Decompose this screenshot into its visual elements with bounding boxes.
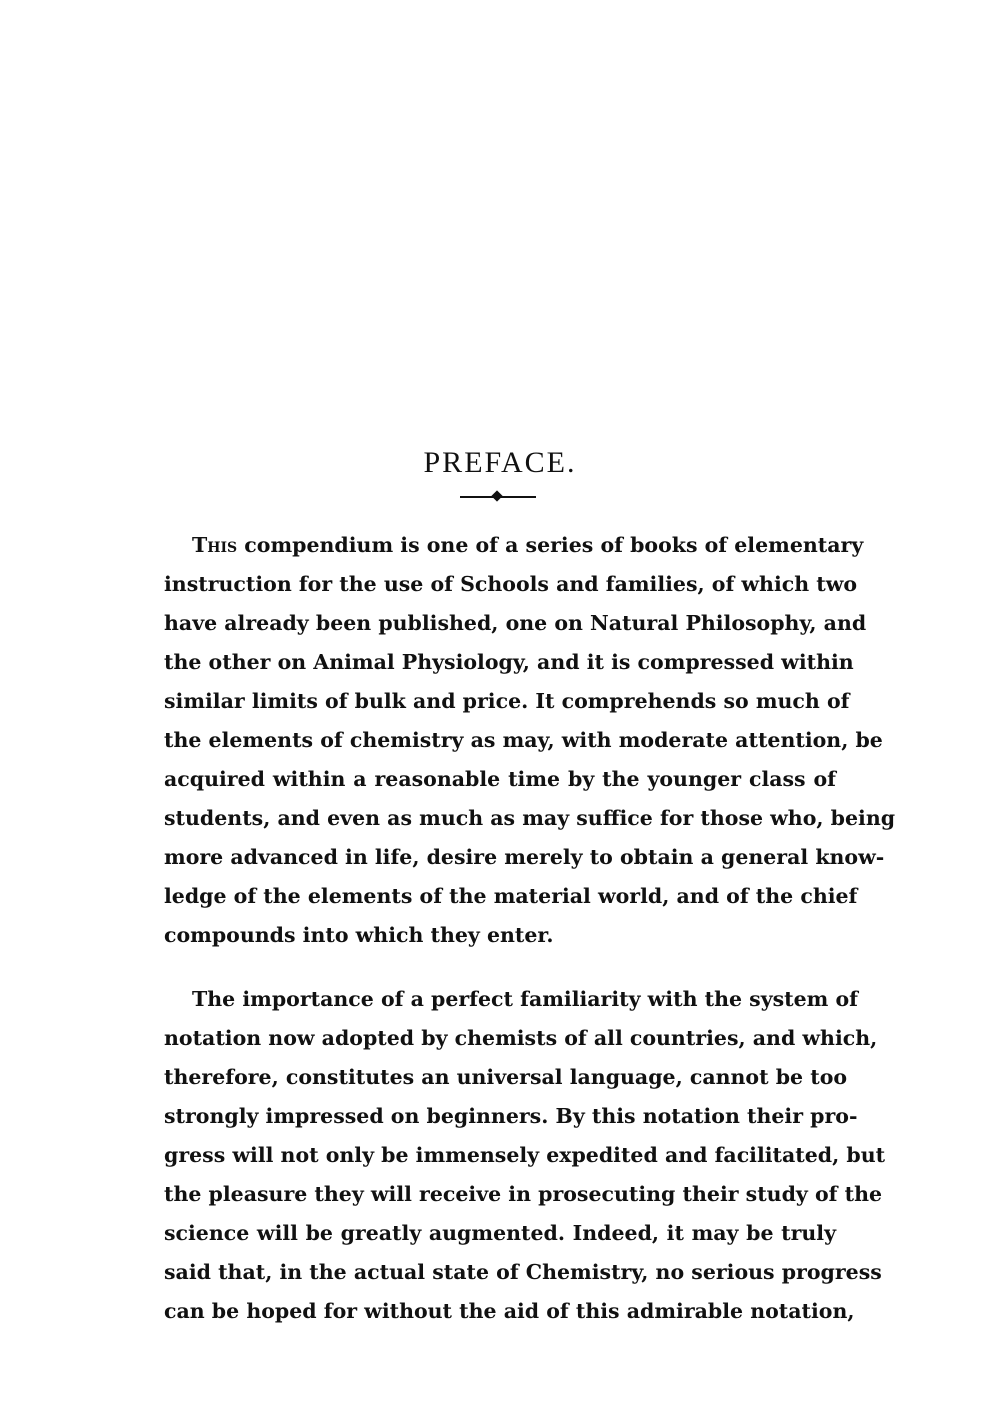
text-line: more advanced in life, desire merely to obtain a general know-	[164, 845, 885, 869]
text-line: This compendium is one of a series of books of elementary	[192, 533, 864, 557]
text-line: ledge of the elements of the material world, and of the chief	[164, 884, 858, 908]
lead-word: This	[192, 533, 238, 557]
diamond-ornament-icon	[491, 490, 502, 501]
text-line: the pleasure they will receive in prosecuting their study of the	[164, 1182, 883, 1206]
text-line: science will be greatly augmented. Indeed, it may be truly	[164, 1221, 836, 1245]
text-line: therefore, constitutes an universal language, cannot be too	[164, 1065, 848, 1089]
text-line: have already been published, one on Natural Philosophy, and	[164, 611, 867, 635]
text-line: acquired within a reasonable time by the younger class of	[164, 767, 836, 791]
text-line: said that, in the actual state of Chemistry, no serious progress	[164, 1260, 882, 1284]
text-line: strongly impressed on beginners. By this notation their pro-	[164, 1104, 858, 1128]
text-line: gress will not only be immensely expedited and facilitated, but	[164, 1143, 886, 1167]
text-line: can be hoped for without the aid of this admirable notation,	[164, 1299, 855, 1323]
page-title: PREFACE.	[423, 446, 577, 479]
text-line: the other on Animal Physiology, and it is compressed within	[164, 650, 854, 674]
text-line: notation now adopted by chemists of all countries, and which,	[164, 1026, 878, 1050]
text-line: students, and even as much as may suffice for those who, being	[164, 806, 896, 830]
text-line: The importance of a perfect familiarity with the system of	[192, 987, 858, 1011]
title-ornament-divider	[460, 496, 536, 498]
text-line: the elements of chemistry as may, with moderate attention, be	[164, 728, 883, 752]
paragraph-2	[164, 980, 886, 1331]
text-line: compounds into which they enter.	[164, 923, 554, 947]
text-line: instruction for the use of Schools and families, of which two	[164, 572, 858, 596]
text-line: similar limits of bulk and price. It comprehends so much of	[164, 689, 850, 713]
paragraph-1	[164, 526, 896, 955]
